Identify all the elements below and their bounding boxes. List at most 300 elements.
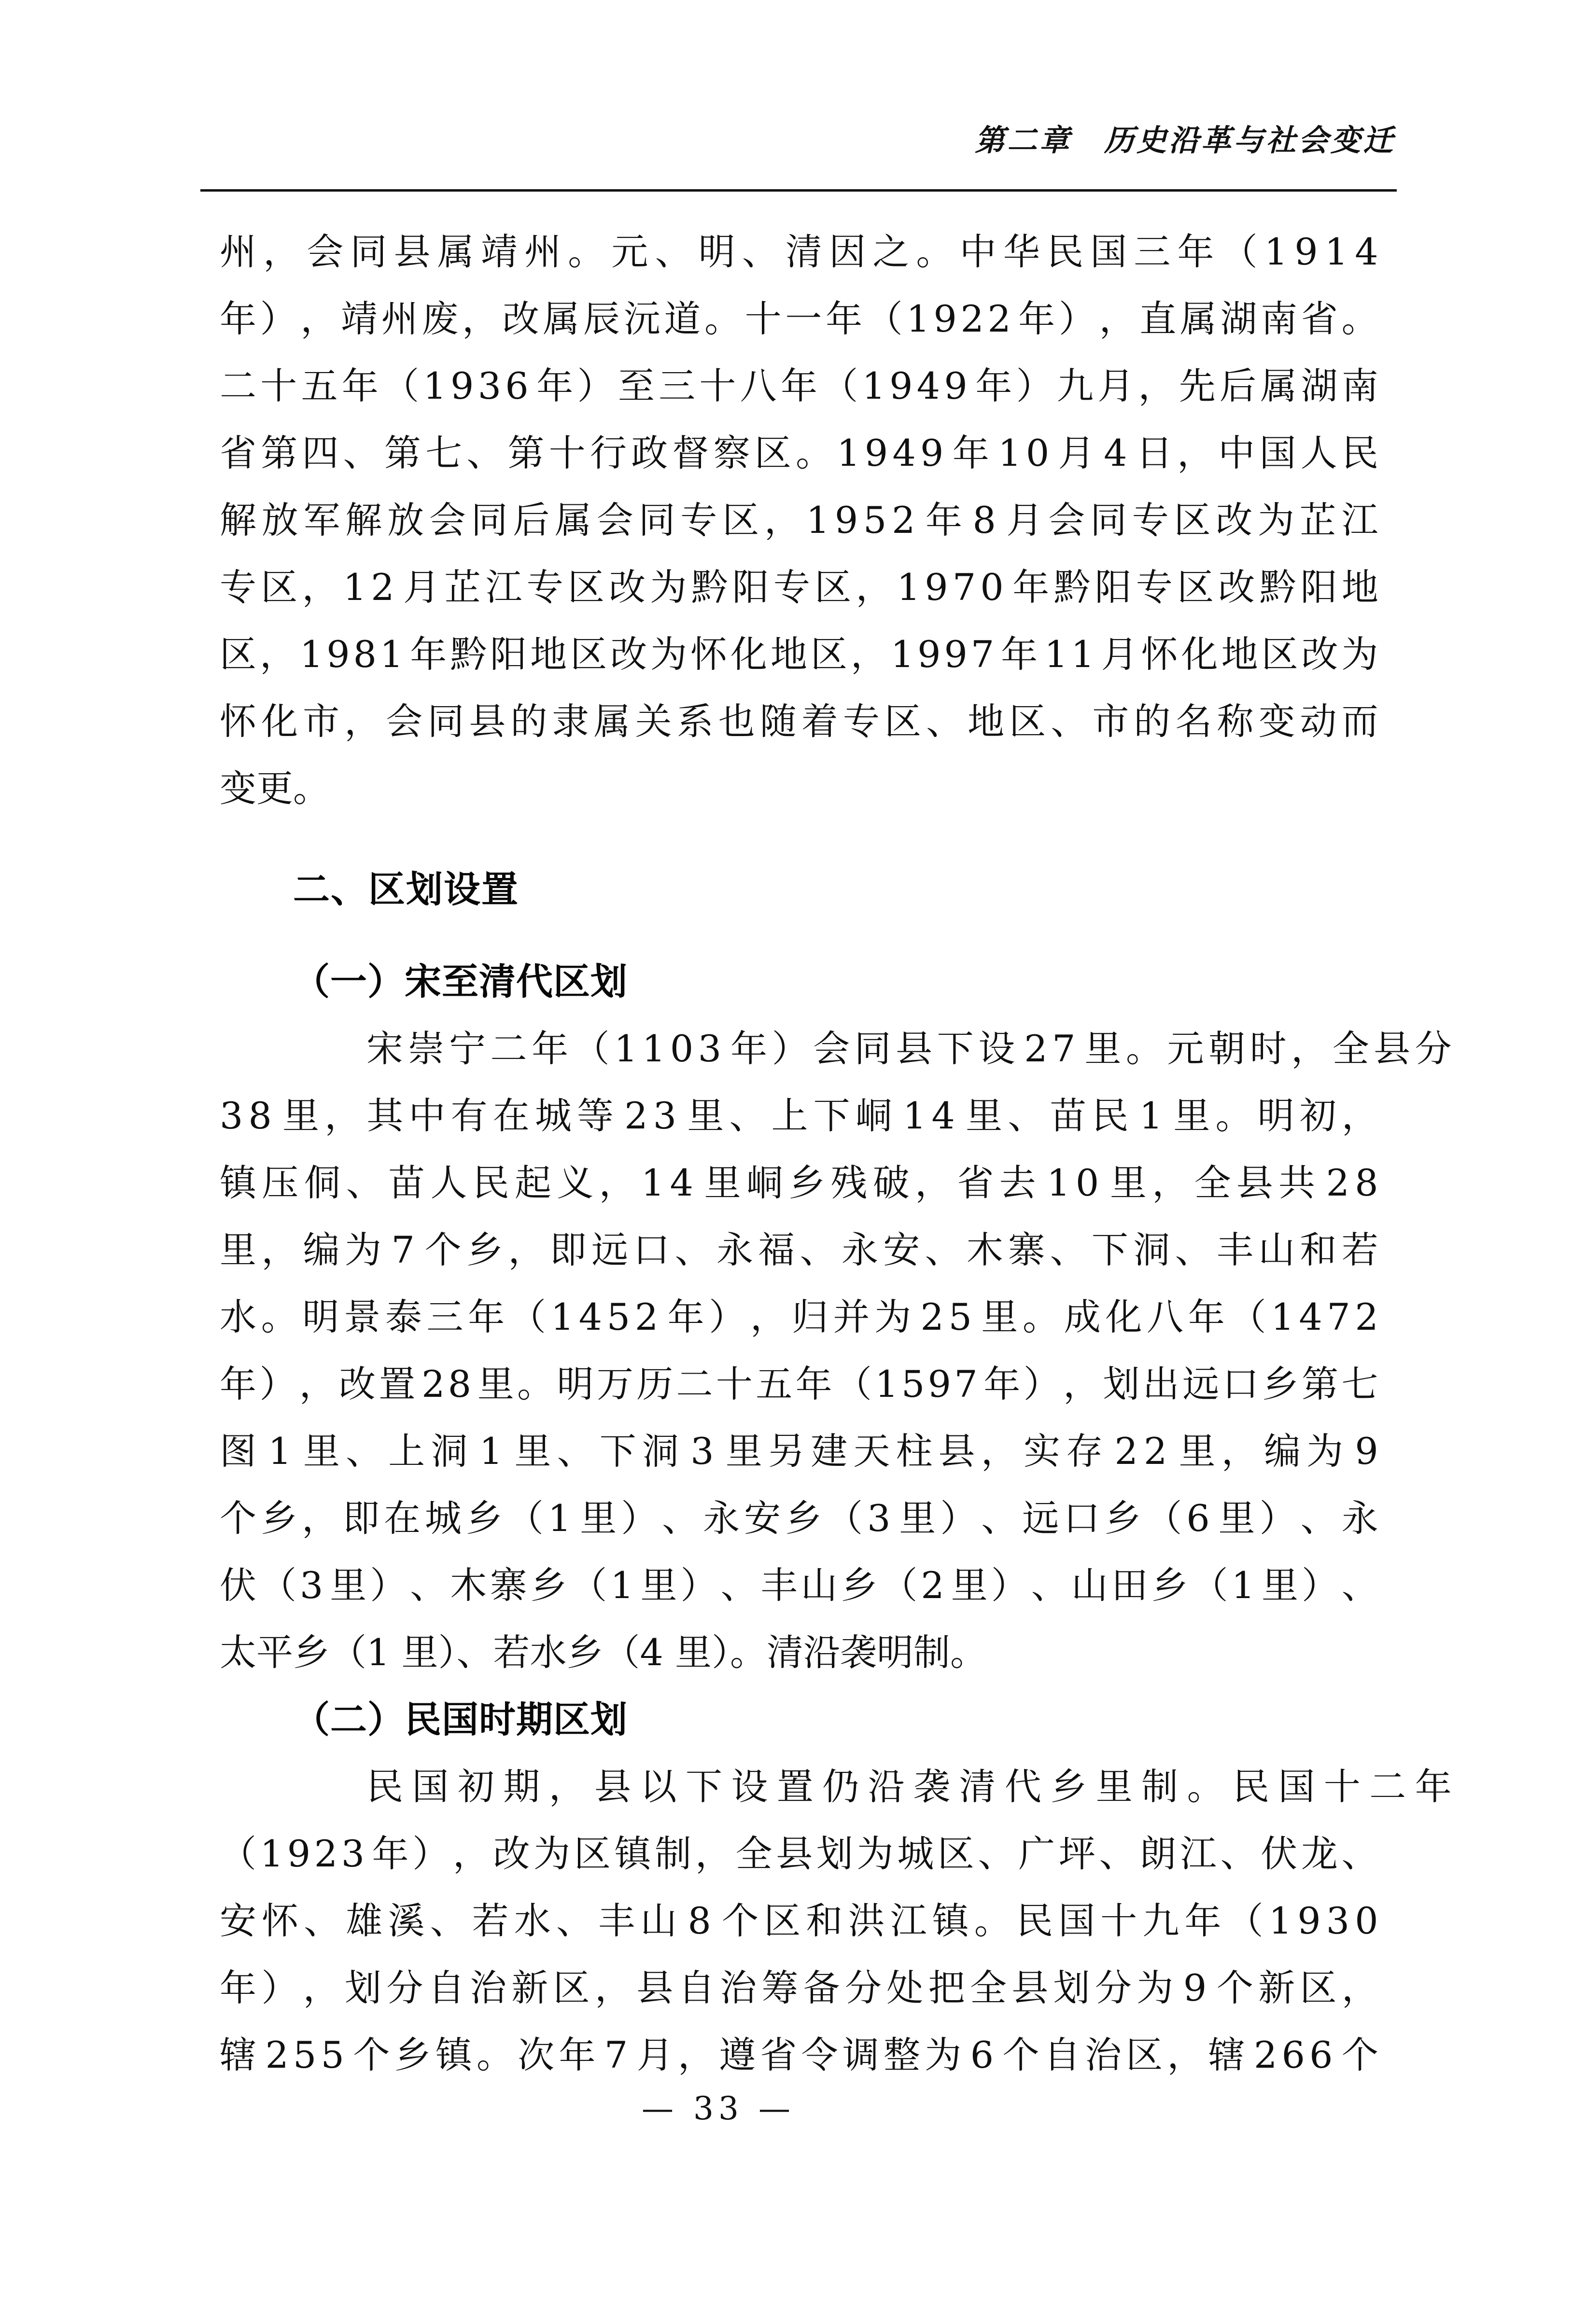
glyph: 十 <box>699 364 736 407</box>
glyph: 1 <box>641 1161 665 1204</box>
glyph: 黔 <box>1259 566 1296 609</box>
glyph: 8 <box>448 1363 472 1406</box>
glyph: 后 <box>513 499 550 542</box>
glyph: 、 <box>304 1899 341 1942</box>
glyph: 山 <box>800 1564 838 1607</box>
glyph: 省 <box>220 431 256 474</box>
glyph: 二 <box>676 1363 713 1406</box>
glyph: 、 <box>346 1430 383 1473</box>
glyph: 水 <box>220 1295 256 1338</box>
glyph: 为 <box>1341 633 1378 676</box>
glyph: ， <box>452 1832 490 1875</box>
glyph: 月 <box>1006 499 1043 542</box>
glyph: （ <box>821 364 858 407</box>
glyph: 怀 <box>1141 633 1178 676</box>
glyph: 洪 <box>848 1899 885 1942</box>
glyph: 4 <box>1355 230 1378 273</box>
glyph: 、 <box>343 431 380 474</box>
glyph: 去 <box>999 1161 1036 1204</box>
text-line <box>220 285 1378 352</box>
glyph: 3 <box>220 1094 243 1137</box>
glyph: 3 <box>867 1497 891 1540</box>
glyph: 1 <box>1324 230 1348 273</box>
glyph: 自 <box>678 1966 715 2009</box>
glyph: 1 <box>897 566 921 609</box>
glyph: 区 <box>574 1832 611 1875</box>
glyph: 镇 <box>614 1832 651 1875</box>
glyph: 下 <box>685 1765 722 1808</box>
glyph: 整 <box>884 2033 921 2076</box>
glyph: 。 <box>974 1899 1011 1942</box>
glyph: 8 <box>688 1899 711 1942</box>
glyph: 。 <box>1341 297 1378 340</box>
glyph: 国 <box>412 1765 449 1808</box>
glyph: 年 <box>1184 1899 1221 1942</box>
glyph: 里 <box>1173 1094 1210 1137</box>
glyph: 5 <box>606 1295 631 1338</box>
glyph: 9 <box>933 297 957 340</box>
glyph: 遵 <box>719 2033 756 2076</box>
glyph: 三 <box>426 1295 463 1338</box>
glyph: 十 <box>716 1363 753 1406</box>
glyph: 县 <box>1011 1966 1049 2009</box>
glyph: 。 <box>1023 1295 1060 1338</box>
glyph: 仍 <box>822 1765 859 1808</box>
glyph: 2 <box>624 1094 648 1137</box>
glyph: 2 <box>1254 2033 1277 2076</box>
glyph: 治 <box>1084 2033 1122 2076</box>
glyph: 明 <box>698 230 735 273</box>
glyph: 1 <box>1139 1094 1163 1137</box>
glyph: 其 <box>366 1094 404 1137</box>
glyph: 9 <box>1355 1430 1378 1473</box>
glyph: 设 <box>731 1765 768 1808</box>
glyph: 江 <box>1341 499 1378 542</box>
glyph: 里 <box>640 1564 677 1607</box>
glyph: 为 <box>856 1832 894 1875</box>
glyph: ， <box>1221 1430 1258 1473</box>
glyph: 十 <box>1323 1765 1361 1808</box>
glyph: 民 <box>1092 1094 1129 1137</box>
glyph: 先 <box>1179 364 1216 407</box>
glyph: 月 <box>1058 431 1095 474</box>
glyph: 全 <box>735 1832 772 1875</box>
glyph: 里 <box>981 1295 1018 1338</box>
glyph: 解 <box>345 499 382 542</box>
glyph: 9 <box>864 431 888 474</box>
glyph: 道 <box>664 297 701 340</box>
glyph: 、 <box>729 1094 766 1137</box>
glyph: 化 <box>261 700 298 743</box>
glyph: 、 <box>925 1228 962 1271</box>
glyph: 为 <box>344 1228 381 1271</box>
glyph: 1 <box>423 364 447 407</box>
glyph: 分 <box>1095 1966 1132 2009</box>
glyph: 里 <box>725 1430 762 1473</box>
glyph: 并 <box>833 1295 870 1338</box>
glyph: 历 <box>636 1363 674 1406</box>
glyph: 山 <box>1258 1228 1295 1271</box>
glyph: 区 <box>261 566 298 609</box>
glyph: 7 <box>970 633 995 676</box>
glyph: 、 <box>655 230 692 273</box>
glyph: 9 <box>927 1363 952 1406</box>
glyph: 十 <box>1100 1899 1137 1942</box>
glyph: 7 <box>1327 1295 1350 1338</box>
glyph: 治 <box>719 1966 757 2009</box>
glyph: 、 <box>1220 1832 1257 1875</box>
glyph: 上 <box>771 1094 808 1137</box>
glyph: 木 <box>450 1564 487 1607</box>
glyph: 上 <box>388 1430 425 1473</box>
glyph: 起 <box>515 1161 552 1204</box>
glyph: 化 <box>1181 633 1218 676</box>
glyph: 、 <box>978 1832 1015 1875</box>
glyph: 乡 <box>1262 1363 1299 1406</box>
glyph: 乡 <box>1050 1765 1087 1808</box>
glyph: ， <box>981 1430 1018 1473</box>
glyph: 第 <box>261 431 298 474</box>
glyph: 永 <box>841 1228 878 1271</box>
glyph: 归 <box>791 1295 828 1338</box>
glyph: ） <box>260 297 297 340</box>
header-divider-rule <box>200 189 1397 192</box>
glyph: 3 <box>690 1430 714 1473</box>
glyph: 里 <box>1095 1765 1133 1808</box>
glyph: 1 <box>299 633 323 676</box>
glyph: 9 <box>450 364 474 407</box>
glyph: 伏 <box>1261 1832 1298 1875</box>
glyph: 永 <box>716 1228 753 1271</box>
glyph: 民 <box>472 1161 509 1204</box>
glyph: ， <box>695 1832 732 1875</box>
glyph: 5 <box>948 1295 972 1338</box>
glyph: 年 <box>536 364 574 407</box>
glyph: 里 <box>951 1564 988 1607</box>
glyph: ， <box>677 2033 715 2076</box>
glyph: 代 <box>1004 1765 1041 1808</box>
glyph: 。 <box>704 297 742 340</box>
text-line: 太平乡（1 里）、若水乡（4 里）。清沿袭明制。 <box>220 1631 987 1674</box>
glyph: （ <box>1191 1564 1228 1607</box>
text-line <box>220 1015 1452 1082</box>
glyph: 1 <box>642 1027 666 1070</box>
glyph: 新 <box>511 1966 548 2009</box>
glyph: 3 <box>299 1564 323 1607</box>
glyph: 市 <box>303 700 340 743</box>
glyph: 。 <box>1187 1765 1224 1808</box>
glyph: 华 <box>1003 230 1040 273</box>
glyph: ） <box>259 1363 296 1406</box>
glyph: 远 <box>1022 1497 1059 1540</box>
glyph: ） <box>370 1564 407 1607</box>
glyph: 8 <box>248 1094 272 1137</box>
glyph: 县 <box>938 1430 975 1473</box>
glyph: ， <box>1138 364 1175 407</box>
glyph: 的 <box>1134 700 1171 743</box>
glyph: 安 <box>744 1497 781 1540</box>
glyph: 1 <box>1271 1295 1294 1338</box>
glyph: 万 <box>596 1363 633 1406</box>
glyph: 山 <box>640 1899 677 1942</box>
glyph: 1 <box>343 566 367 609</box>
glyph: 5 <box>901 1363 925 1406</box>
glyph: 寨 <box>1008 1228 1045 1271</box>
glyph: 改 <box>1218 566 1255 609</box>
glyph: 里 <box>1109 1161 1147 1204</box>
glyph: 1 <box>1264 230 1288 273</box>
text-line <box>220 1753 1452 1820</box>
glyph: 划 <box>1053 1966 1090 2009</box>
glyph: 改 <box>1301 633 1338 676</box>
glyph: 改 <box>339 1363 376 1406</box>
glyph: 年 <box>220 297 256 340</box>
glyph: 区 <box>1300 1966 1337 2009</box>
glyph: 1 <box>1044 633 1068 676</box>
glyph: 七 <box>1341 1363 1378 1406</box>
glyph: 永 <box>1341 1497 1378 1540</box>
glyph: 辰 <box>583 297 620 340</box>
glyph: 2 <box>1024 1027 1048 1070</box>
glyph: 区 <box>937 1832 974 1875</box>
glyph: 阳 <box>490 633 527 676</box>
glyph: 全 <box>1194 1161 1231 1204</box>
glyph: 下 <box>1091 1228 1128 1271</box>
glyph: 期 <box>503 1765 540 1808</box>
glyph: 乡 <box>788 1161 826 1204</box>
glyph: 丰 <box>598 1899 635 1942</box>
glyph: 4 <box>1299 1295 1322 1338</box>
glyph: 5 <box>293 2033 317 2076</box>
glyph: 。 <box>517 1363 554 1406</box>
glyph: 元 <box>1167 1027 1204 1070</box>
glyph: 县 <box>896 1027 933 1070</box>
glyph: 置 <box>379 1363 416 1406</box>
glyph: 木 <box>966 1228 1003 1271</box>
glyph: 而 <box>1341 700 1378 743</box>
glyph: 州 <box>220 230 256 273</box>
glyph: 、 <box>720 1564 758 1607</box>
glyph: 里 <box>1084 1027 1122 1070</box>
glyph: 年 <box>780 364 817 407</box>
glyph: 5 <box>321 2033 344 2076</box>
glyph: 年 <box>925 499 962 542</box>
glyph: 9 <box>920 431 944 474</box>
glyph: 安 <box>220 1899 256 1942</box>
glyph: 镇 <box>435 2033 472 2076</box>
glyph: 1 <box>1071 633 1095 676</box>
glyph: 督 <box>672 431 709 474</box>
paragraph-song-to-qing-districts <box>220 1015 1452 1686</box>
glyph: ， <box>594 1966 632 2009</box>
glyph: 中 <box>1218 431 1255 474</box>
glyph: 里 <box>899 1497 936 1540</box>
glyph: 国 <box>1259 431 1296 474</box>
glyph: 会 <box>813 1027 850 1070</box>
glyph: 丰 <box>1216 1228 1253 1271</box>
glyph: 、 <box>557 1430 594 1473</box>
glyph: 政 <box>631 431 668 474</box>
glyph: 里 <box>1218 1497 1255 1540</box>
glyph: 五 <box>301 364 338 407</box>
glyph: 城 <box>424 1497 462 1540</box>
glyph: 同 <box>427 700 464 743</box>
glyph: 1 <box>268 1430 292 1473</box>
glyph: 放 <box>261 499 298 542</box>
section-heading-district-setup: 二、区划设置 <box>293 868 519 911</box>
glyph: 划 <box>816 1832 853 1875</box>
glyph: ， <box>300 297 337 340</box>
glyph: 4 <box>916 364 940 407</box>
glyph: 同 <box>350 230 387 273</box>
glyph: 。 <box>916 230 953 273</box>
glyph: 2 <box>1326 1161 1349 1204</box>
glyph: 6 <box>970 2033 994 2076</box>
glyph: 乡 <box>466 1228 503 1271</box>
glyph: 设 <box>978 1027 1015 1070</box>
glyph: 里 <box>303 1430 340 1473</box>
glyph: 年 <box>1177 230 1214 273</box>
glyph: 同 <box>1090 499 1127 542</box>
glyph: 第 <box>1302 1363 1339 1406</box>
glyph: （ <box>1145 1497 1182 1540</box>
glyph: 若 <box>472 1899 509 1942</box>
glyph: 十 <box>548 431 586 474</box>
glyph: 为 <box>650 566 687 609</box>
glyph: 1 <box>547 1497 572 1540</box>
glyph: 行 <box>590 431 627 474</box>
glyph: 年 <box>410 633 447 676</box>
glyph: 个 <box>1002 2033 1039 2076</box>
glyph: 区 <box>553 1966 590 2009</box>
glyph: 阳 <box>1300 566 1337 609</box>
glyph: 因 <box>829 230 866 273</box>
glyph: 全 <box>969 1966 1007 2009</box>
glyph: 安 <box>883 1228 920 1271</box>
glyph: 年 <box>220 1966 256 2009</box>
glyph: 年 <box>795 1363 832 1406</box>
glyph: 区 <box>570 633 607 676</box>
glyph: 存 <box>1066 1430 1103 1473</box>
glyph: 年 <box>341 364 379 407</box>
glyph: 1 <box>906 297 930 340</box>
glyph: ， <box>259 633 296 676</box>
glyph: 成 <box>1064 1295 1101 1338</box>
glyph: 黔 <box>450 633 487 676</box>
glyph: 、 <box>1341 1564 1378 1607</box>
glyph: 年 <box>667 1295 704 1338</box>
glyph: （ <box>509 1295 546 1338</box>
glyph: 第 <box>507 431 545 474</box>
glyph: 镇 <box>220 1161 256 1204</box>
glyph: 2 <box>421 1363 445 1406</box>
glyph: 月 <box>403 566 440 609</box>
glyph: 怀 <box>690 633 727 676</box>
glyph: 区 <box>764 1899 801 1942</box>
glyph: 1 <box>479 1430 503 1473</box>
glyph: 明 <box>302 1295 339 1338</box>
glyph: 县 <box>393 230 431 273</box>
glyph: 里 <box>514 1430 551 1473</box>
glyph: 四 <box>302 431 339 474</box>
glyph: 改 <box>610 633 647 676</box>
glyph: 分 <box>844 1966 882 2009</box>
glyph: 8 <box>353 633 377 676</box>
glyph: 3 <box>341 1832 365 1875</box>
glyph: 江 <box>1179 1832 1217 1875</box>
glyph: 乡 <box>1151 1564 1188 1607</box>
glyph: 明 <box>557 1363 594 1406</box>
glyph: 0 <box>1025 431 1050 474</box>
glyph: ， <box>508 1228 545 1271</box>
glyph: 地 <box>1221 633 1258 676</box>
glyph: 清 <box>959 1765 996 1808</box>
glyph: 9 <box>889 364 913 407</box>
glyph: 九 <box>1142 1899 1179 1942</box>
glyph: 州 <box>381 297 418 340</box>
glyph: 柱 <box>896 1430 933 1473</box>
glyph: 之 <box>872 230 910 273</box>
glyph: 会 <box>1048 499 1085 542</box>
glyph: 民 <box>1046 230 1083 273</box>
glyph: 8 <box>1355 1161 1378 1204</box>
glyph: 3 <box>1326 1899 1350 1942</box>
glyph: 靖 <box>341 297 378 340</box>
glyph: 区 <box>884 700 921 743</box>
text-line <box>220 1485 1378 1552</box>
glyph: （ <box>220 1832 256 1875</box>
glyph: ） <box>1058 297 1095 340</box>
glyph: 阳 <box>732 566 769 609</box>
glyph: 6 <box>1281 2033 1305 2076</box>
glyph: 8 <box>972 499 996 542</box>
glyph: 民 <box>366 1765 403 1808</box>
glyph: 破 <box>872 1161 910 1204</box>
glyph: 建 <box>811 1430 848 1473</box>
glyph: 1 <box>1047 1161 1070 1204</box>
glyph: 地 <box>1341 566 1378 609</box>
glyph: 下 <box>813 1094 850 1137</box>
glyph: 袭 <box>913 1765 951 1808</box>
glyph: 阳 <box>1095 566 1132 609</box>
glyph: 十 <box>744 297 782 340</box>
glyph: ， <box>263 230 300 273</box>
glyph: 明 <box>1257 1094 1294 1137</box>
glyph: 化 <box>1105 1295 1142 1338</box>
glyph: 年 <box>372 1832 409 1875</box>
glyph: 州 <box>524 230 561 273</box>
glyph: ） <box>940 1497 977 1540</box>
glyph: 年 <box>1018 297 1055 340</box>
glyph: 二 <box>490 1027 527 1070</box>
glyph: 下 <box>599 1430 636 1473</box>
glyph: ） <box>412 1832 449 1875</box>
glyph: 9 <box>1183 1966 1207 2009</box>
glyph: 7 <box>1052 1027 1076 1070</box>
text-line: 变更。 <box>220 767 330 810</box>
glyph: 县 <box>594 1765 632 1808</box>
glyph: 龙 <box>1301 1832 1338 1875</box>
glyph: 里 <box>330 1564 367 1607</box>
glyph: 和 <box>1300 1228 1337 1271</box>
glyph: （ <box>573 1027 610 1070</box>
glyph: 月 <box>1097 364 1135 407</box>
glyph: 第 <box>384 431 421 474</box>
glyph: 三 <box>1134 230 1171 273</box>
glyph: 、 <box>926 700 963 743</box>
glyph: ， <box>1291 1027 1328 1070</box>
glyph: 、 <box>1175 1228 1212 1271</box>
